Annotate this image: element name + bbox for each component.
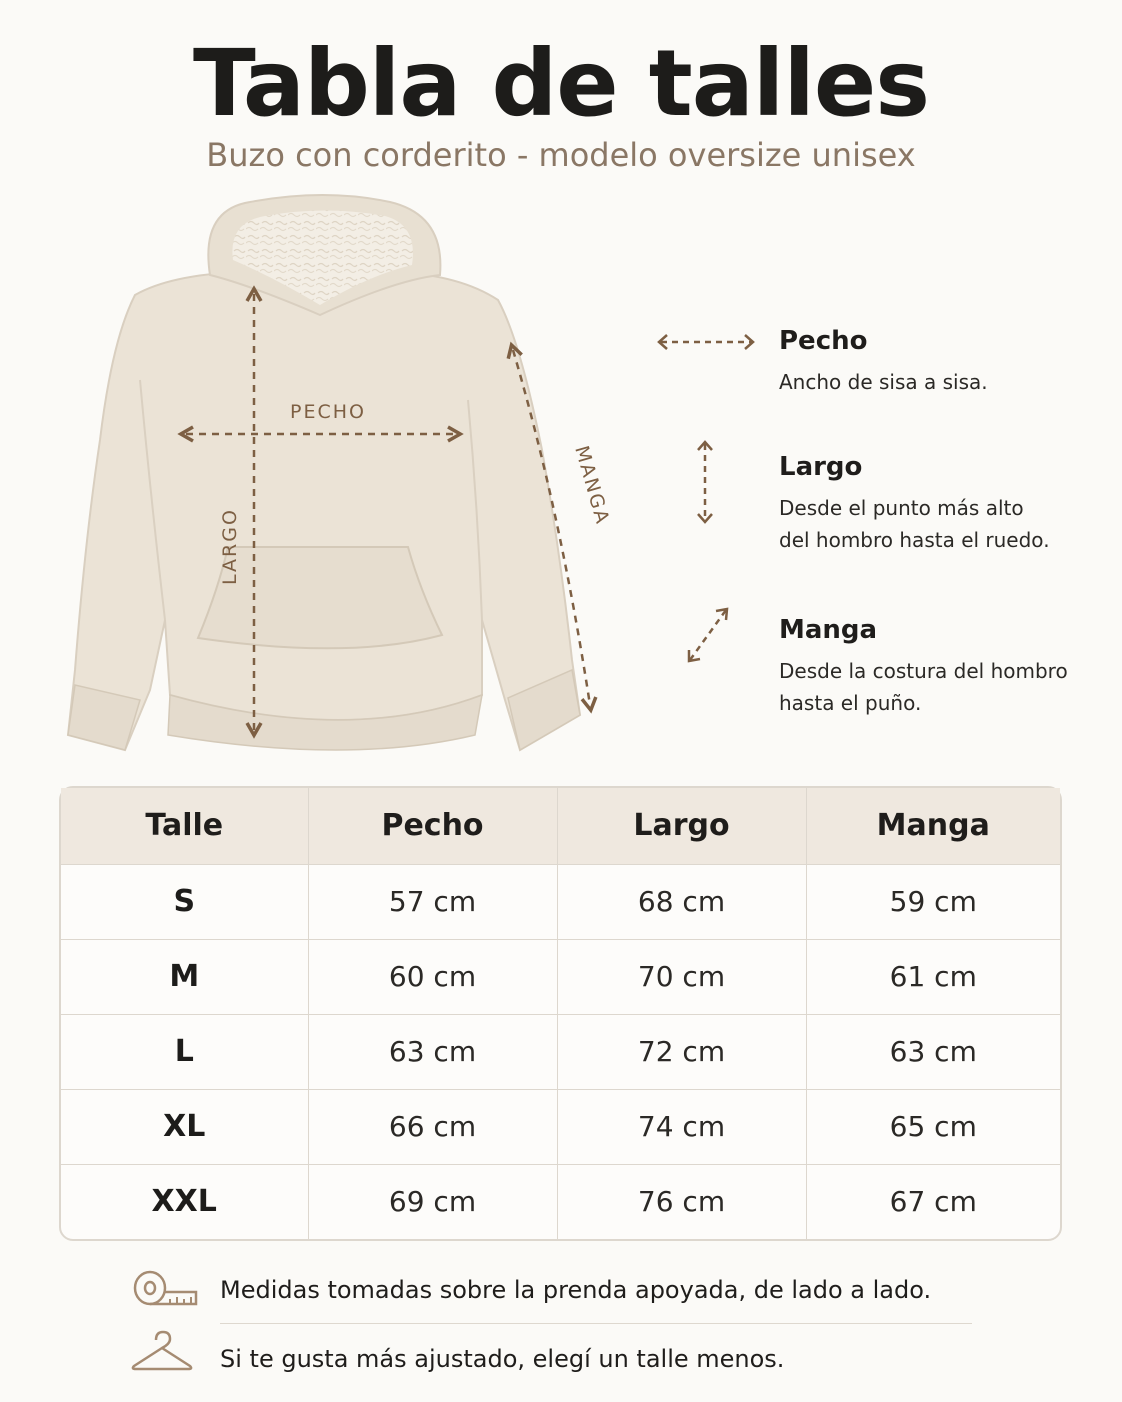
hoodie-illustration (50, 190, 614, 760)
diagonal-arrow-icon (684, 605, 732, 665)
size-cell: S (61, 864, 308, 939)
pecho-cell: 69 cm (308, 1164, 557, 1239)
manga-cell: 59 cm (806, 864, 1060, 939)
largo-cell: 70 cm (557, 939, 806, 1014)
legend-title-pecho: Pecho (779, 326, 868, 356)
horizontal-arrow-icon (655, 330, 757, 354)
vertical-arrow-icon (693, 438, 717, 526)
manga-cell: 67 cm (889, 1185, 977, 1219)
legend-desc-manga-line2: hasta el puño. (779, 691, 922, 715)
hanger-icon (130, 1328, 194, 1376)
largo-cell: 72 cm (557, 1014, 806, 1089)
legend-desc-manga-line1: Desde la costura del hombro (779, 659, 1068, 683)
size-cell: M (61, 939, 308, 1014)
largo-diagram-label: LARGO (219, 508, 241, 585)
notes-divider (220, 1323, 972, 1324)
pecho-cell: 57 cm (308, 864, 557, 939)
table-row (61, 939, 1060, 1014)
table-row (61, 1164, 1060, 1239)
legend-desc-pecho: Ancho de sisa a sisa. (779, 370, 988, 394)
note-fit-advice: Si te gusta más ajustado, elegí un talle menos. (220, 1345, 785, 1373)
note-measurements: Medidas tomadas sobre la prenda apoyada, de lado a lado. (220, 1276, 932, 1304)
table-row (61, 864, 1060, 939)
header-manga: Manga (806, 788, 1060, 864)
pecho-diagram-label: PECHO (290, 401, 366, 423)
page-title: Tabla de talles (192, 30, 930, 137)
manga-cell: 65 cm (806, 1089, 1060, 1164)
hoodie-body (68, 195, 580, 750)
table-row (61, 1089, 1060, 1164)
legend-title-manga: Manga (779, 615, 878, 645)
header-pecho: Pecho (308, 788, 557, 864)
table-header-row (61, 788, 1060, 864)
largo-cell: 68 cm (557, 864, 806, 939)
header-talle: Talle (61, 788, 308, 864)
header-largo: Largo (557, 788, 806, 864)
largo-cell: 76 cm (557, 1164, 806, 1239)
pecho-cell: 63 cm (308, 1014, 557, 1089)
page-subtitle: Buzo con corderito - modelo oversize unisex (206, 136, 916, 174)
pecho-cell: 66 cm (308, 1089, 557, 1164)
legend-desc-largo-line1: Desde el punto más alto (779, 496, 1024, 520)
table-row (61, 1014, 1060, 1089)
legend-title-largo: Largo (779, 452, 863, 482)
largo-cell: 74 cm (557, 1089, 806, 1164)
manga-cell: 61 cm (806, 939, 1060, 1014)
legend-desc-largo-line2: del hombro hasta el ruedo. (779, 528, 1050, 552)
size-cell: L (61, 1014, 308, 1089)
size-cell: XL (61, 1089, 308, 1164)
size-table (59, 786, 1062, 1241)
manga-diagram-label: MANGA (570, 443, 614, 528)
size-cell: XXL (61, 1164, 308, 1239)
measuring-tape-icon (130, 1268, 202, 1312)
pecho-cell: 60 cm (308, 939, 557, 1014)
manga-cell: 63 cm (806, 1014, 1060, 1089)
